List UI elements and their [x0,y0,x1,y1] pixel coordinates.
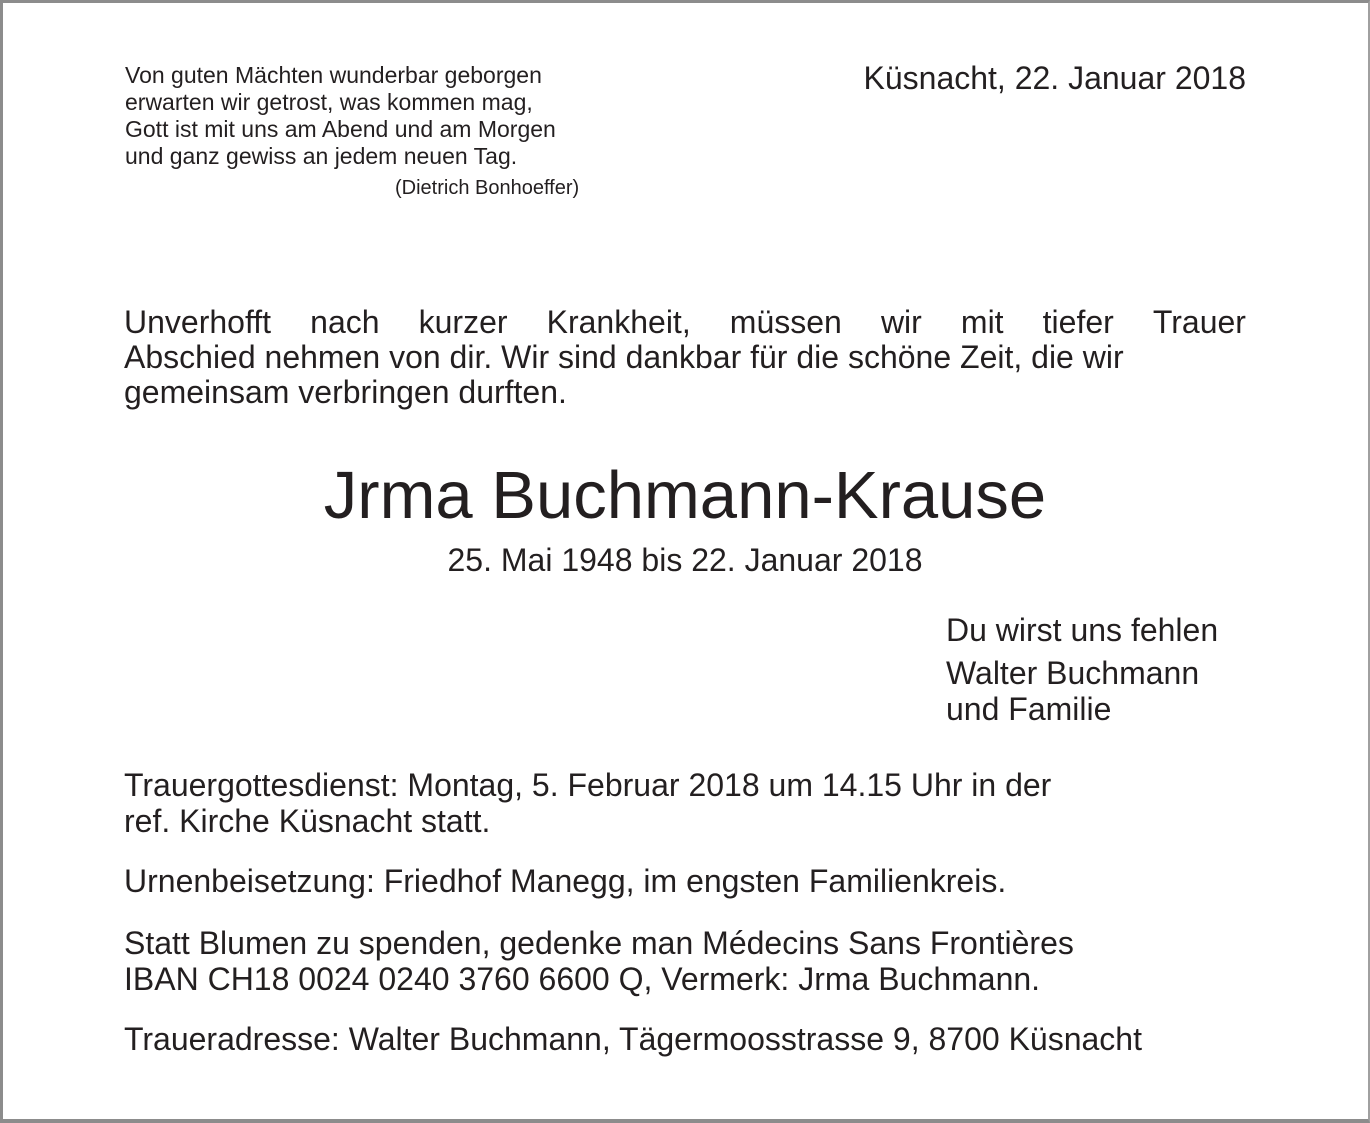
address-line: Traueradresse: Walter Buchmann, Tägermoosstrasse 9, 8700 Küsnacht [124,1021,1142,1057]
deceased-name: Jrma Buchmann-Krause [323,458,1047,533]
burial-info [124,863,1006,899]
intro-word: Unverhofft [124,304,272,340]
burial-line: Urnenbeisetzung: Friedhof Manegg, im engsten Familienkreis. [124,863,1007,899]
signer-line: Walter Buchmann [946,655,1200,691]
donation-info [124,925,1074,997]
poem-line: erwarten wir getrost, was kommen mag, [125,89,533,115]
poem-line: Von guten Mächten wunderbar geborgen [125,62,542,88]
service-line: Trauergottesdienst: Montag, 5. Februar 2018 um 14.15 Uhr in der [124,767,1052,803]
mourning-address [124,1021,1142,1057]
place-date: Küsnacht, 22. Januar 2018 [863,60,1246,96]
service-info [124,767,1051,839]
signer-line: und Familie [946,691,1112,727]
donation-line: Statt Blumen zu spenden, gedenke man Médecins Sans Frontières [124,925,1074,961]
poem-author: (Dietrich Bonhoeffer) [395,177,580,199]
intro-word: müssen [729,304,842,340]
intro-word: Trauer [1152,304,1246,340]
intro-line: Abschied nehmen von dir. Wir sind dankbar für die schöne Zeit, die wir [124,339,1124,375]
signers [946,655,1199,727]
intro-word: nach [310,304,380,340]
intro-line [124,305,1246,340]
poem-line: Gott ist mit uns am Abend und am Morgen [125,116,556,142]
intro-line: gemeinsam verbringen durften. [124,374,567,410]
poem [125,62,645,170]
donation-line: IBAN CH18 0024 0240 3760 6600 Q, Vermerk: Jrma Buchmann. [124,961,1041,997]
intro-word: kurzer [418,304,508,340]
intro-text [124,305,1246,410]
intro-word: mit [960,304,1004,340]
farewell-text: Du wirst uns fehlen [946,612,1219,648]
intro-word: wir [880,304,922,340]
intro-word: tiefer [1042,304,1114,340]
service-line: ref. Kirche Küsnacht statt. [124,803,491,839]
life-dates: 25. Mai 1948 bis 22. Januar 2018 [447,542,923,578]
intro-word: Krankheit, [546,304,691,340]
poem-line: und ganz gewiss an jedem neuen Tag. [125,143,518,169]
